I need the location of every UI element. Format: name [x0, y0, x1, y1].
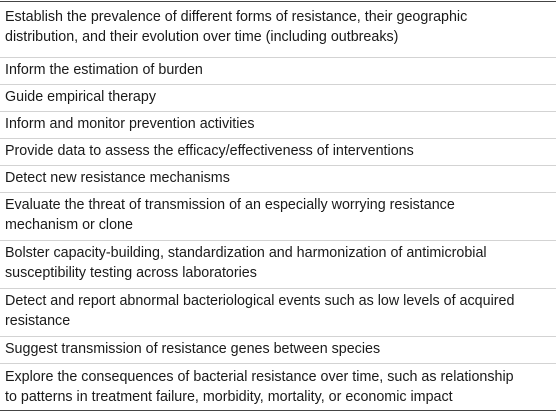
row-text: Guide empirical therapy [5, 89, 156, 105]
table-row [0, 2, 556, 57]
row-text: Inform the estimation of burden [5, 62, 203, 78]
table-row [0, 364, 556, 415]
table-row [0, 337, 556, 363]
table-row [0, 166, 556, 192]
table-row [0, 289, 556, 336]
row-text: mechanism or clone [5, 216, 133, 233]
table-bottom-rule [0, 410, 556, 411]
table-row [0, 58, 556, 84]
table-row [0, 241, 556, 288]
row-text: Detect new resistance mechanisms [5, 170, 230, 186]
row-text: Detect and report abnormal bacteriological events such as low levels of acquired [5, 293, 515, 309]
table-row [0, 85, 556, 111]
row-text: resistance [5, 312, 71, 329]
table-row [0, 139, 556, 165]
row-text: Suggest transmission of resistance genes between species [5, 341, 381, 357]
row-text: distribution, and their evolution over time (including outbreaks) [5, 28, 399, 45]
row-text: Evaluate the threat of transmission of an especially worrying resistance [5, 197, 455, 213]
row-text: susceptibility testing across laboratories [5, 264, 257, 281]
row-text: Bolster capacity-building, standardization and harmonization of antimicrobial [5, 245, 487, 261]
row-text: Explore the consequences of bacterial resistance over time, such as relationship [5, 369, 514, 385]
row-text: Provide data to assess the efficacy/effectiveness of interventions [5, 143, 414, 159]
table-row [0, 112, 556, 138]
row-text: Establish the prevalence of different forms of resistance, their geographic [5, 9, 468, 25]
row-text: Inform and monitor prevention activities [5, 116, 255, 132]
table-row [0, 193, 556, 240]
table-body [0, 2, 556, 415]
row-text: to patterns in treatment failure, morbidity, mortality, or economic impact [5, 388, 453, 405]
